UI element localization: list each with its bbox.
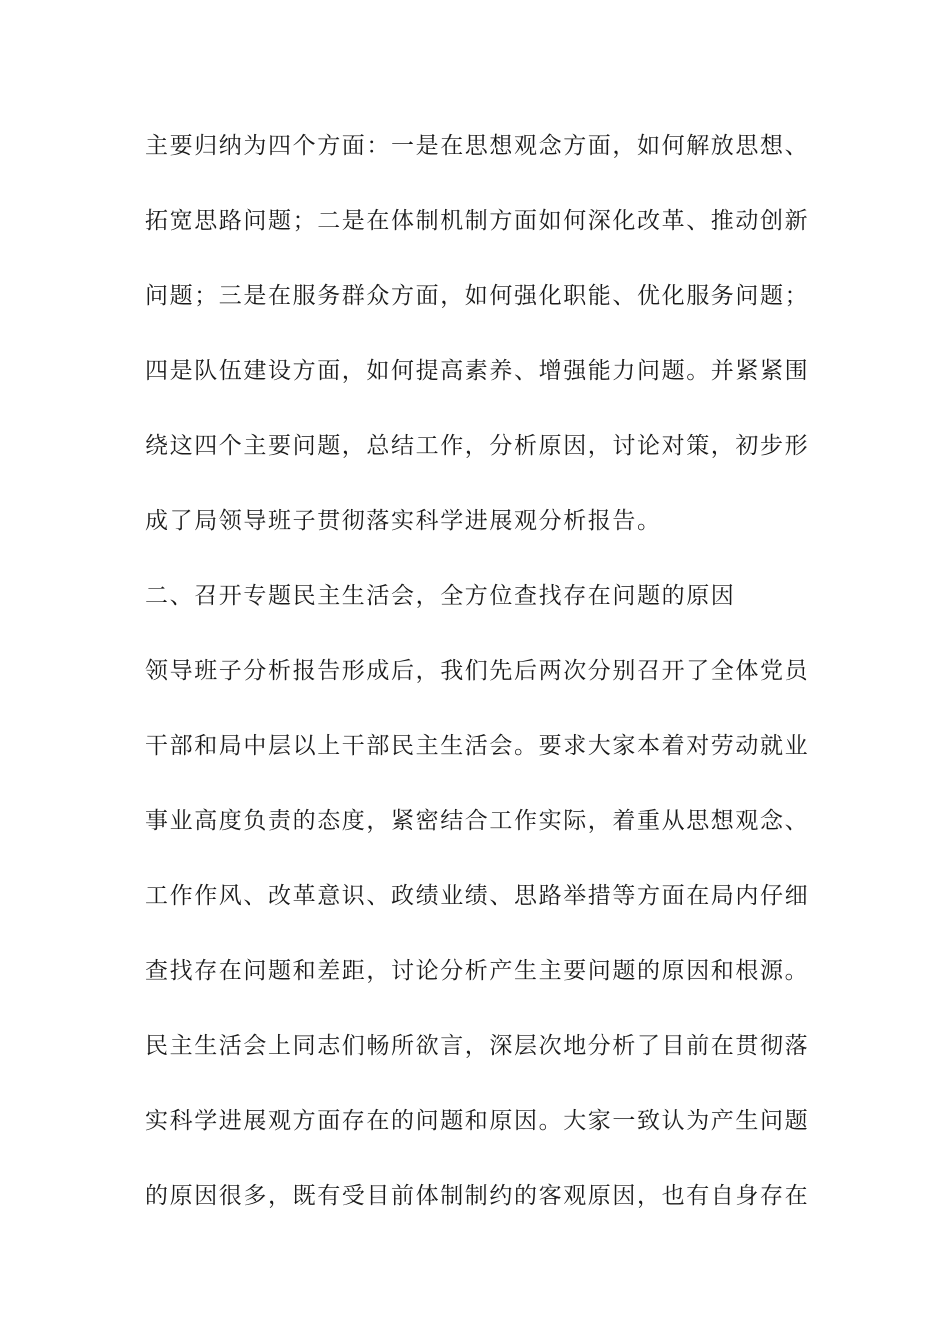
text-line: 查找存在问题和差距，讨论分析产生主要问题的原因和根源。	[145, 958, 810, 984]
text-line: 领导班子分析报告形成后，我们先后两次分别召开了全体党员	[145, 658, 810, 684]
text-line: 实科学进展观方面存在的问题和原因。大家一致认为产生问题	[145, 1108, 810, 1134]
text-line: 四是队伍建设方面，如何提高素养、增强能力问题。并紧紧围	[145, 358, 810, 384]
text-line: 民主生活会上同志们畅所欲言，深层次地分析了目前在贯彻落	[145, 1033, 810, 1059]
section-heading: 二、召开专题民主生活会，全方位查找存在问题的原因	[145, 583, 736, 609]
text-line: 工作作风、改革意识、政绩业绩、思路举措等方面在局内仔细	[145, 883, 810, 909]
text-line: 拓宽思路问题；二是在体制机制方面如何深化改革、推动创新	[145, 208, 810, 234]
text-line: 事业高度负责的态度，紧密结合工作实际，着重从思想观念、	[145, 808, 810, 834]
text-line: 干部和局中层以上干部民主生活会。要求大家本着对劳动就业	[145, 733, 810, 759]
text-line: 主要归纳为四个方面：一是在思想观念方面，如何解放思想、	[145, 133, 810, 159]
text-line: 问题；三是在服务群众方面，如何强化职能、优化服务问题；	[145, 283, 810, 309]
text-line: 的原因很多，既有受目前体制制约的客观原因，也有自身存在	[145, 1183, 810, 1209]
text-line: 绕这四个主要问题，总结工作，分析原因，讨论对策，初步形	[145, 433, 810, 459]
text-line: 成了局领导班子贯彻落实科学进展观分析报告。	[145, 508, 662, 534]
